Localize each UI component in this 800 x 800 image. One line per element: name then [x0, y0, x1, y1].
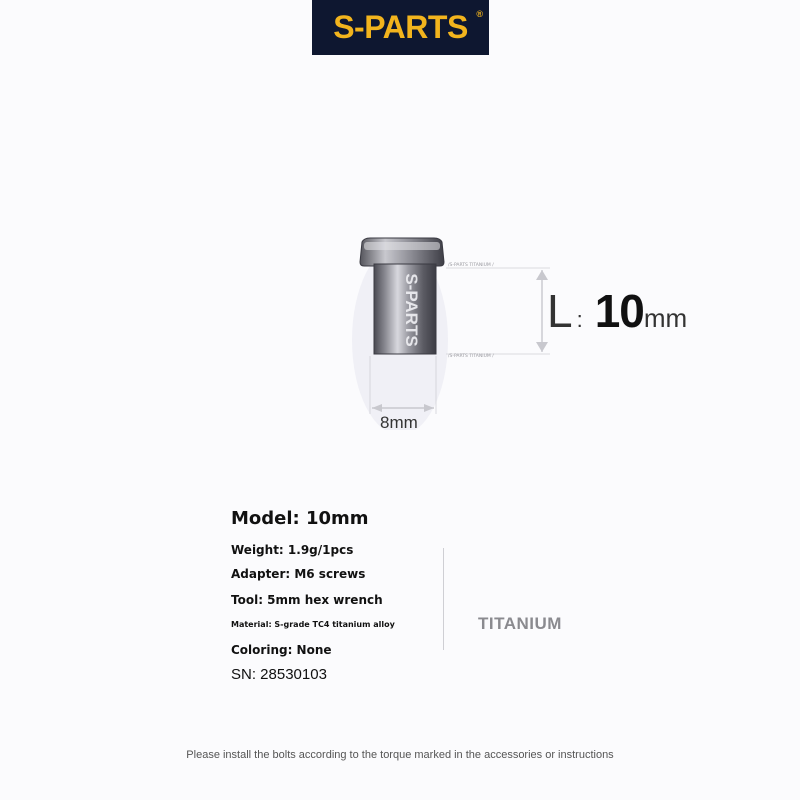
serial-number: SN: 28530103 [231, 666, 327, 683]
logo-text: S-PARTS [333, 9, 468, 45]
width-dimension: 8mm [380, 413, 418, 432]
divider [443, 548, 444, 650]
engraving-text: S-PARTS [402, 273, 421, 347]
spec-coloring: Coloring: None [231, 643, 332, 657]
product-image [340, 230, 570, 430]
brand-logo [312, 0, 489, 55]
length-dimension [547, 284, 687, 344]
length-value: 10 [594, 285, 644, 337]
length-colon: : [576, 307, 583, 332]
footer-note: Please install the bolts according to the torque marked in the accessories or instructions [186, 749, 614, 761]
spec-weight: Weight: 1.9g/1pcs [231, 543, 354, 557]
spec-model: Model: 10mm [231, 508, 369, 529]
ruler-text-top: /S-PARTS TITANIUM / [448, 263, 494, 268]
length-letter: L [547, 285, 573, 337]
spec-adapter: Adapter: M6 screws [231, 567, 366, 581]
spec-tool: Tool: 5mm hex wrench [231, 593, 383, 607]
spec-material: Material: S-grade TC4 titanium alloy [231, 620, 395, 629]
ruler-text-bottom: /S-PARTS TITANIUM / [448, 354, 494, 359]
material-badge: TITANIUM [478, 614, 562, 633]
registered-mark: ® [476, 9, 483, 19]
length-unit: mm [643, 303, 688, 333]
